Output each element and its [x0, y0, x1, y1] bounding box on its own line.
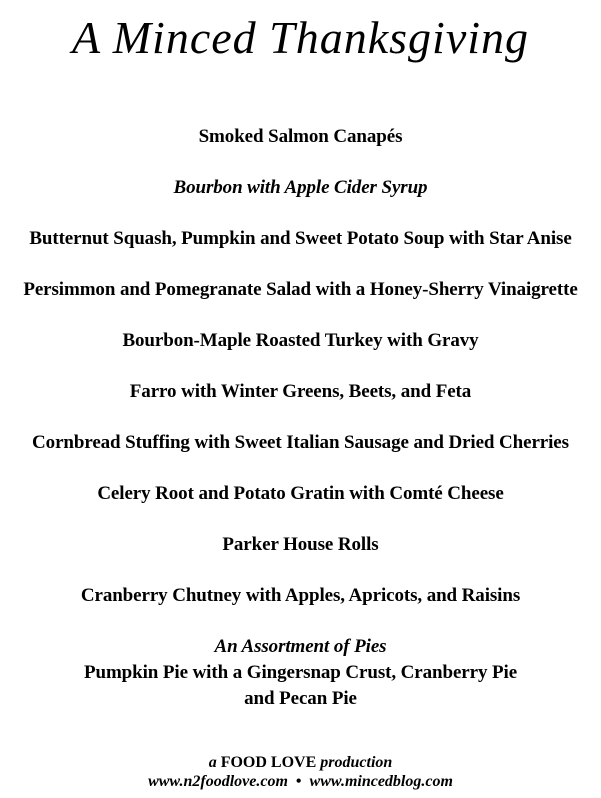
menu-item-smoked-salmon: Smoked Salmon Canapés [198, 126, 403, 147]
menu-item-roasted-turkey: Bourbon-Maple Roasted Turkey with Gravy [122, 330, 479, 351]
url-mincedblog: www.mincedblog.com [309, 773, 453, 790]
bullet-separator: • [295, 773, 302, 790]
menu-item-squash-soup: Butternut Squash, Pumpkin and Sweet Potato Soup with Star Anise [29, 228, 572, 249]
pies-line-1: Pumpkin Pie with a Gingersnap Crust, Cranberry Pie [83, 662, 518, 683]
url-n2foodlove: www.n2foodlove.com [148, 773, 288, 790]
menu-list [0, 124, 601, 712]
menu-item-parker-house-rolls: Parker House Rolls [222, 534, 379, 555]
production-prefix: a [208, 754, 217, 771]
pies-line-2: and Pecan Pie [244, 688, 357, 709]
footer-urls [0, 772, 601, 791]
production-brand: FOOD LOVE [220, 754, 317, 771]
menu-item-cornbread-stuffing: Cornbread Stuffing with Sweet Italian Sausage and Dried Cherries [32, 432, 569, 453]
menu-item-farro: Farro with Winter Greens, Beets, and Feta [129, 381, 472, 402]
menu-item-cranberry-chutney: Cranberry Chutney with Apples, Apricots, and Raisins [80, 585, 521, 606]
menu-item-bourbon-cocktail: Bourbon with Apple Cider Syrup [173, 177, 428, 198]
footer [0, 753, 601, 791]
production-credit [0, 753, 601, 772]
page-title: A Minced Thanksgiving [71, 12, 530, 63]
menu-item-potato-gratin: Celery Root and Potato Gratin with Comté Cheese [97, 483, 504, 504]
menu-item-persimmon-salad: Persimmon and Pomegranate Salad with a Honey-Sherry Vinaigrette [23, 279, 578, 300]
production-suffix: production [320, 754, 393, 771]
pies-section [0, 634, 601, 712]
pies-section-header: An Assortment of Pies [214, 636, 387, 657]
